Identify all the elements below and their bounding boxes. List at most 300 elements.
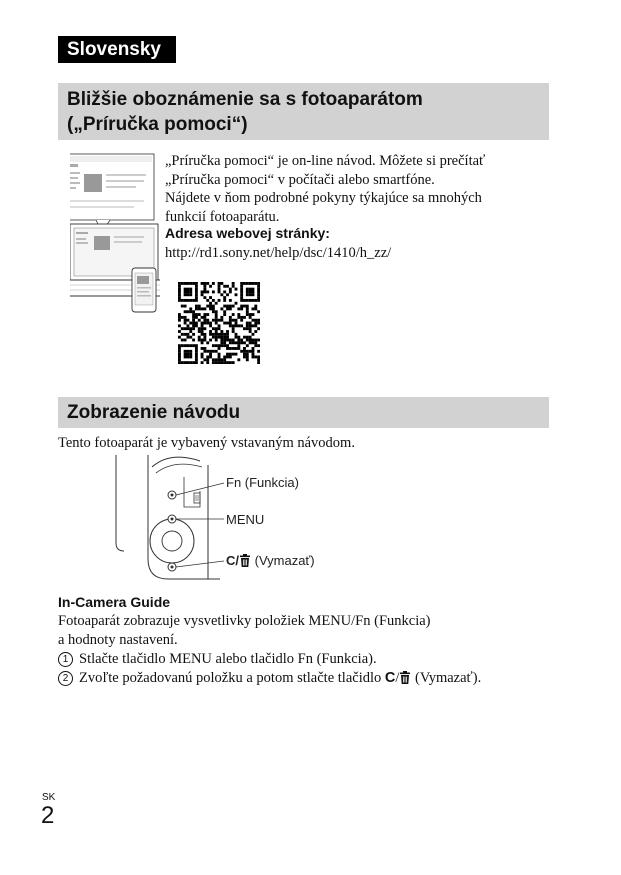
qr-module [243,299,246,302]
trash-icon [239,554,251,570]
qr-module [195,299,198,302]
qr-module [232,347,235,350]
qr-module [212,305,215,308]
qr-module [232,339,235,342]
qr-module [235,333,238,336]
qr-module [178,319,181,322]
qr-module [220,358,223,361]
guide-description [58,612,430,649]
qr-module [246,290,249,293]
guide-line: a hodnoty nastavení. [58,631,178,648]
qr-module [203,319,206,322]
qr-module [240,288,243,291]
qr-module [203,285,206,288]
qr-module [195,350,198,353]
qr-module [184,339,187,342]
qr-module [254,341,257,344]
qr-module [215,361,218,364]
qr-module [252,324,255,327]
qr-module [226,336,229,339]
qr-module [223,305,226,308]
qr-module [246,350,249,353]
qr-module [195,282,198,285]
qr-module [189,356,192,359]
qr-module [249,313,252,316]
qr-module [246,336,249,339]
qr-module [181,339,184,342]
qr-module [189,307,192,310]
qr-module [178,336,181,339]
qr-module [249,299,252,302]
qr-module [178,299,181,302]
qr-module [235,341,238,344]
qr-module [186,353,189,356]
qr-module [254,330,257,333]
callout-delete-button [226,553,315,570]
qr-module [215,344,218,347]
qr-module [223,285,226,288]
qr-module [252,319,255,322]
qr-module [198,339,201,342]
paragraph-line: funkcií fotoaparátu. [165,208,280,225]
qr-module [178,344,181,347]
qr-module [254,282,257,285]
qr-module [181,327,184,330]
qr-module [223,299,226,302]
qr-module [220,307,223,310]
qr-module [240,290,243,293]
qr-module [184,282,187,285]
qr-module [218,358,221,361]
qr-module [195,347,198,350]
qr-module [181,316,184,319]
qr-module [220,319,223,322]
qr-module [257,310,260,313]
qr-module [240,316,243,319]
qr-module [181,361,184,364]
qr-module [192,322,195,325]
qr-module [237,313,240,316]
qr-module [246,313,249,316]
qr-module [232,324,235,327]
qr-module [201,361,204,364]
qr-module [181,282,184,285]
qr-module [252,293,255,296]
qr-module [203,296,206,299]
qr-module [186,350,189,353]
language-tab: Slovensky [58,36,176,63]
qr-module [198,313,201,316]
qr-module [189,327,192,330]
qr-module [178,285,181,288]
qr-module [189,310,192,313]
qr-module [203,350,206,353]
qr-module [218,353,221,356]
qr-module [201,290,204,293]
qr-module [189,322,192,325]
qr-module [232,319,235,322]
qr-module [229,290,232,293]
qr-module [232,330,235,333]
qr-module [184,327,187,330]
qr-module [178,316,181,319]
qr-module [206,282,209,285]
paragraph-line: „Príručka pomoci“ v počítači alebo smartfóne. [165,171,435,188]
callout-fn-button: Fn (Funkcia) [226,475,299,490]
qr-module [235,322,238,325]
qr-module [203,358,206,361]
qr-module [186,290,189,293]
qr-module [192,316,195,319]
qr-module [243,336,246,339]
qr-module [189,361,192,364]
qr-module [209,350,212,353]
c-button-label: C/ [226,553,239,568]
qr-module [246,299,249,302]
qr-module [178,356,181,359]
qr-module [198,319,201,322]
qr-module [186,299,189,302]
in-camera-guide-title: In-Camera Guide [58,594,171,610]
qr-module [246,344,249,347]
qr-module [206,350,209,353]
qr-module [215,350,218,353]
qr-module [192,327,195,330]
qr-module [246,324,249,327]
qr-module [184,333,187,336]
qr-module [192,361,195,364]
qr-module [212,358,215,361]
qr-module [246,358,249,361]
qr-module [235,324,238,327]
qr-module [209,307,212,310]
qr-module [229,299,232,302]
qr-module [257,358,260,361]
guide-line: Fotoaparát zobrazuje vysvetlivky položiek MENU/Fn (Funkcia) [58,613,431,629]
qr-module [184,344,187,347]
computer-smartphone-illustration [70,152,160,317]
heading-line-2: („Príručka pomoci“) [67,114,248,135]
qr-module [212,307,215,310]
qr-module [192,282,195,285]
step-text: (Vymazať). [411,669,482,686]
qr-module [178,296,181,299]
qr-module [209,353,212,356]
qr-module [178,330,181,333]
qr-module [195,290,198,293]
qr-module [249,330,252,333]
qr-module [243,350,246,353]
qr-module [186,356,189,359]
qr-module [223,333,226,336]
qr-module [201,353,204,356]
qr-module [223,336,226,339]
qr-module [246,282,249,285]
qr-module [186,361,189,364]
qr-module [249,350,252,353]
qr-module [240,324,243,327]
qr-module [201,356,204,359]
help-guide-description [165,152,485,226]
qr-module [203,288,206,291]
qr-module [186,319,189,322]
qr-module [178,347,181,350]
qr-module [195,307,198,310]
qr-module [235,347,238,350]
qr-module [246,322,249,325]
qr-module [240,339,243,342]
qr-module [181,305,184,308]
qr-module [209,285,212,288]
qr-module [254,322,257,325]
qr-module [201,327,204,330]
qr-module [186,344,189,347]
qr-module [215,330,218,333]
qr-module [198,305,201,308]
qr-module [223,290,226,293]
qr-module [195,356,198,359]
qr-module [226,344,229,347]
callout-delete-label: (Vymazať) [251,553,315,568]
qr-module [201,324,204,327]
qr-module [198,307,201,310]
qr-module [195,288,198,291]
qr-module [184,361,187,364]
qr-module [178,290,181,293]
qr-module [206,299,209,302]
qr-module [215,339,218,342]
qr-module [229,322,232,325]
qr-module [215,358,218,361]
qr-module [223,310,226,313]
qr-module [240,296,243,299]
qr-module [195,316,198,319]
qr-module [249,288,252,291]
qr-module [257,319,260,322]
qr-module [192,313,195,316]
qr-module [184,322,187,325]
qr-module [257,282,260,285]
qr-module [198,330,201,333]
qr-module [206,322,209,325]
qr-module [181,333,184,336]
help-guide-url[interactable]: http://rd1.sony.net/help/dsc/1410/h_zz/ [165,245,392,261]
qr-module [226,322,229,325]
qr-module [203,290,206,293]
qr-module [203,316,206,319]
qr-module [232,341,235,344]
qr-module [229,341,232,344]
qr-module [220,344,223,347]
qr-module [246,353,249,356]
qr-module [229,316,232,319]
qr-module [237,347,240,350]
qr-module [192,344,195,347]
qr-module [252,350,255,353]
qr-module [184,290,187,293]
qr-module [215,336,218,339]
qr-module [235,319,238,322]
qr-module [203,327,206,330]
separator: / [395,669,400,686]
qr-module [184,356,187,359]
qr-module [201,322,204,325]
qr-module [220,330,223,333]
qr-module [237,307,240,310]
qr-module [240,293,243,296]
qr-module [226,330,229,333]
qr-module [201,293,204,296]
qr-module [232,285,235,288]
qr-module [212,290,215,293]
qr-module [229,319,232,322]
heading-line-1: Bližšie oboznámenie sa s fotoaparátom [67,89,423,110]
qr-module [195,285,198,288]
qr-module [209,322,212,325]
qr-module [218,299,221,302]
c-button-label: C [384,669,396,686]
qr-module [192,324,195,327]
qr-module [195,296,198,299]
qr-module [201,347,204,350]
qr-module [254,324,257,327]
qr-module [220,282,223,285]
qr-module [206,356,209,359]
qr-module [218,327,221,330]
qr-module [203,336,206,339]
qr-module [237,344,240,347]
qr-module [257,296,260,299]
qr-module [184,310,187,313]
qr-module [243,341,246,344]
qr-module [249,290,252,293]
qr-module [243,282,246,285]
qr-module [252,339,255,342]
qr-module [246,339,249,342]
qr-module [249,282,252,285]
qr-module [243,327,246,330]
qr-module [235,293,238,296]
qr-module [249,339,252,342]
qr-module [201,341,204,344]
qr-module [223,358,226,361]
qr-module [189,336,192,339]
qr-module [240,341,243,344]
qr-module [181,344,184,347]
qr-module [240,299,243,302]
qr-module [178,361,181,364]
qr-module [229,356,232,359]
qr-module [201,307,204,310]
qr-module [257,339,260,342]
qr-module [235,336,238,339]
qr-module [229,288,232,291]
qr-module [252,356,255,359]
qr-module [195,353,198,356]
qr-module [249,336,252,339]
qr-module [243,305,246,308]
qr-module [218,333,221,336]
qr-module [226,339,229,342]
qr-module [237,358,240,361]
qr-module [229,347,232,350]
qr-code[interactable] [178,282,260,364]
qr-module [189,288,192,291]
qr-module [178,353,181,356]
page-number: 2 [41,802,55,829]
qr-module [212,327,215,330]
qr-module [189,299,192,302]
qr-module [184,319,187,322]
qr-module [243,356,246,359]
qr-module [215,313,218,316]
qr-module [195,324,198,327]
qr-module [232,313,235,316]
qr-module [215,316,218,319]
qr-module [218,282,221,285]
qr-module [232,282,235,285]
step-number: 1 [58,652,73,667]
step-number: 2 [58,671,73,686]
qr-module [246,307,249,310]
qr-module [249,322,252,325]
section-heading-help-guide [67,87,423,137]
qr-module [249,293,252,296]
qr-module [218,361,221,364]
qr-module [201,282,204,285]
qr-module [218,356,221,359]
qr-module [209,296,212,299]
qr-module [257,293,260,296]
qr-module [215,302,218,305]
qr-module [206,319,209,322]
qr-module [218,344,221,347]
qr-module [218,290,221,293]
qr-module [192,339,195,342]
qr-module [189,350,192,353]
qr-module [257,327,260,330]
qr-module [215,310,218,313]
qr-module [257,288,260,291]
qr-module [201,330,204,333]
qr-module [215,333,218,336]
qr-module [203,333,206,336]
qr-module [209,330,212,333]
qr-module [246,305,249,308]
qr-module [203,313,206,316]
qr-module [252,341,255,344]
qr-module [198,336,201,339]
qr-module [237,324,240,327]
qr-module [240,282,243,285]
qr-module [246,327,249,330]
trash-icon [399,671,411,690]
qr-module [212,310,215,313]
qr-module [252,313,255,316]
qr-module [257,356,260,359]
qr-module [246,310,249,313]
qr-module [189,330,192,333]
qr-module [181,299,184,302]
qr-module [257,285,260,288]
qr-module [257,299,260,302]
qr-module [249,316,252,319]
qr-module [223,322,226,325]
qr-module [215,319,218,322]
qr-module [189,293,192,296]
qr-module [223,356,226,359]
qr-module [252,333,255,336]
